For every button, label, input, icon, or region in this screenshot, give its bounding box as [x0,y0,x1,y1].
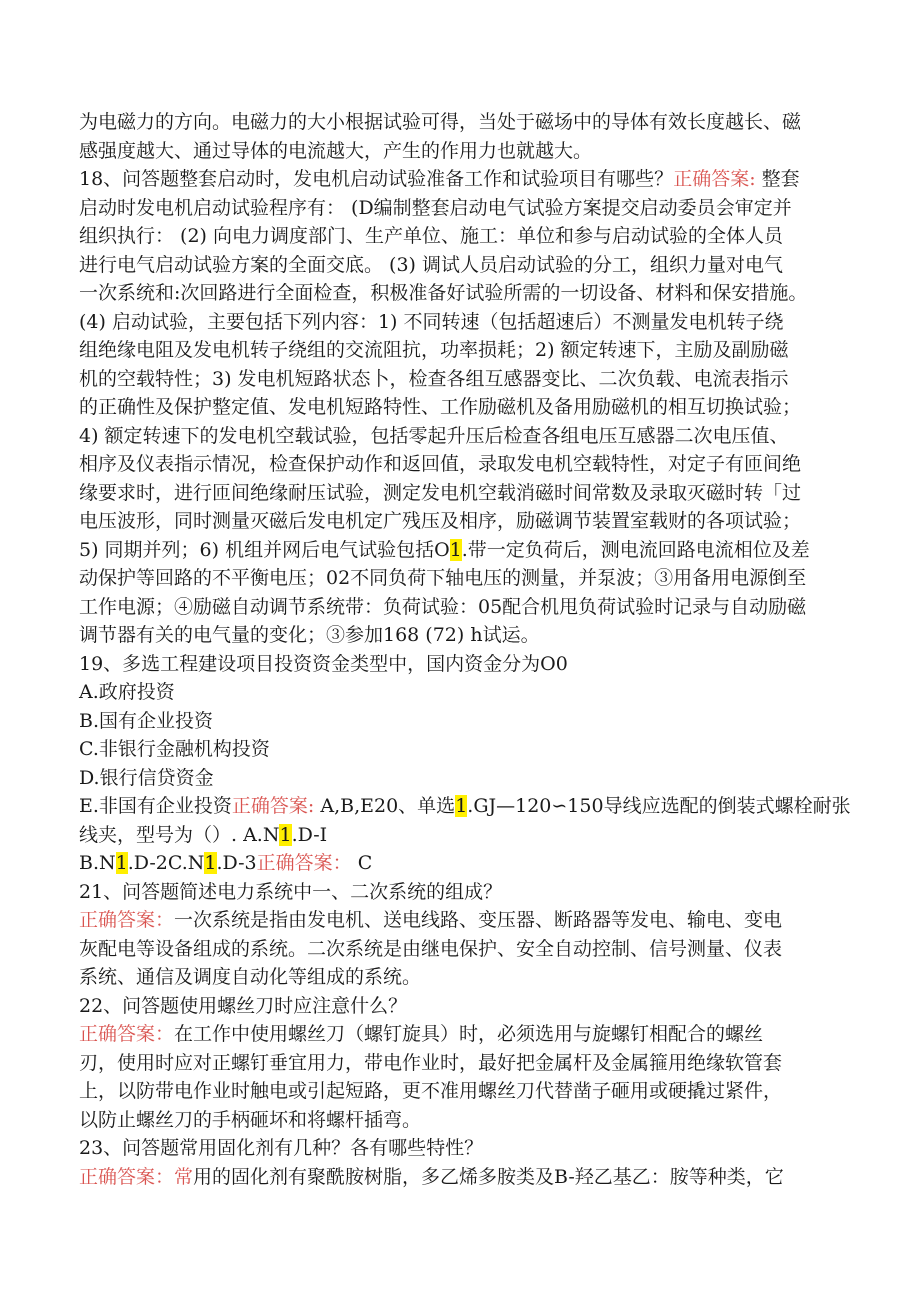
text-segment: 一次系统是指由发电机、送电线路、变压器、断路器等发电、输电、变电 [174,909,783,931]
text-segment: 22、问答题使用螺丝刀时应注意什么？ [79,994,408,1017]
text-line [79,450,839,479]
text-line [79,308,839,337]
answer-label: 正确答案： [256,852,352,874]
text-segment: 感强度越大、通过导体的电流越大，产生的作用力也就越大。 [79,139,593,162]
text-segment: 机的空载特性；3) 发电机短路状态卜，检查各组互感器变比、二次负载、电流表指示 [79,367,789,390]
text-segment: 线夹，型号为（）. A.N [79,823,280,846]
text-line [79,678,839,707]
highlighted-text: 1 [204,852,217,874]
text-segment: .带一定负荷后，测电流回路电流相位及差 [461,538,810,561]
text-line [79,593,839,622]
text-segment: 5) 同期并列；6) 机组并网后电气试验包括O [79,538,450,561]
text-line [79,764,839,793]
text-line [79,251,839,280]
text-segment: 用的固化剂有聚酰胺树脂，多乙烯多胺类及B-羟乙基乙：胺等种类，它 [193,1165,784,1188]
text-line [79,1134,839,1163]
text-segment: C [351,852,373,874]
text-segment: 4) 额定转速下的发电机空载试验，包括零起升压后检查各组电压互感器二次电压值、 [79,424,789,447]
answer-label: 正确答案: [231,795,315,817]
text-line [79,137,839,166]
highlighted-text: 1 [455,795,468,817]
text-line [79,963,839,992]
text-segment: .D-I [291,823,328,846]
text-segment: 一次系统和:次回路进行全面检查，积极准备好试验所需的一切设备、材料和保安措施。 [79,282,808,304]
text-line [79,279,839,308]
text-line [79,393,839,422]
answer-label: 正确答案： [79,909,175,931]
text-segment: 调节器有关的电气量的变化；③参加168 (72) h试运。 [79,624,540,646]
text-line [79,1163,839,1192]
text-line [79,365,839,394]
text-line [79,621,839,650]
text-segment: B.国有企业投资 [79,709,214,732]
text-segment: 刃，使用时应对正螺钉垂宜用力，带电作业时，最好把金属杆及金属箍用绝缘软管套 [79,1051,783,1074]
text-segment: 为电磁力的方向。电磁力的大小根据试验可得，当处于磁场中的导体有效长度越长、磁 [79,111,802,133]
text-line [79,878,839,907]
text-line [79,650,839,679]
text-segment: 相序及仪表指示情况，检查保护动作和返回值，录取发电机空载特性，对定子有匝间绝 [79,453,802,475]
text-line [79,1106,839,1135]
answer-label: 正确答案： [79,1023,175,1045]
text-segment: 23、问答题常用固化剂有几种？各有哪些特性？ [79,1137,484,1159]
text-line [79,336,839,365]
text-line [79,1049,839,1078]
text-line [79,1077,839,1106]
text-segment: 动保护等回路的不平衡电压；02不同负荷下轴电压的测量，并泵波；③用备用电源倒至 [79,567,807,589]
text-segment: .D-2C.N [127,852,205,874]
text-segment: B.N [79,852,116,874]
text-line [79,849,839,878]
text-segment: 19、多选工程建设项目投资资金类型中，国内资金分为O0 [79,652,568,675]
text-line [79,564,839,593]
text-line [79,906,839,935]
text-line [79,821,839,850]
text-segment: 21、问答题简述电力系统中一、二次系统的组成？ [79,880,503,903]
text-segment: .GJ—120∽150导线应选配的倒装式螺栓耐张 [467,795,851,817]
highlighted-text: 1 [279,823,292,846]
text-line [79,1020,839,1049]
text-segment: (4) 启动试验，主要包括下列内容：1) 不同转速（包括超速后）不测量发电机转子绕 [79,310,784,333]
text-line [79,935,839,964]
text-segment: 在工作中使用螺丝刀（螺钉旋具）时，必须选用与旋螺钉相配合的螺丝 [174,1023,764,1045]
text-segment: 缘要求时，进行匝间绝缘耐压试验，测定发电机空载消磁时间常数及录取灭磁时转「过 [79,481,802,504]
text-segment: 上，以防带电作业时触电或引起短路，更不准用螺丝刀代替凿子砸用或硬撬过紧件， [79,1080,783,1102]
text-segment: 灰配电等设备组成的系统。二次系统是由继电保护、安全自动控制、信号测量、仪表 [79,937,783,960]
text-segment: 组绝缘电阻及发电机转子绕组的交流阻抗，功率损耗；2) 额定转速下，主励及副励磁 [79,339,789,361]
text-line [79,536,839,565]
highlighted-text: 1 [449,538,462,561]
text-segment: 进行电气启动试验方案的全面交底。 (3) 调试人员启动试验的分工，组织力量对电气 [79,253,783,276]
text-segment: 以防止螺丝刀的手柄砸坏和将螺杆插弯。 [79,1108,422,1131]
document-body [79,108,851,1191]
text-segment: 组织执行： (2) 向电力调度部门、生产单位、施工：单位和参与启动试验的全体人员 [79,225,783,247]
text-segment: 工作电源；④励磁自动调节系统带：负荷试验：05配合机甩负荷试验时记录与自动励磁 [79,595,807,618]
text-segment: 的正确性及保护整定值、发电机短路特性、工作励磁机及备用励磁机的相互切换试验； [79,396,802,418]
text-line [79,108,839,137]
text-segment: A.政府投资 [79,681,175,703]
text-line [79,992,839,1021]
text-line [79,792,851,821]
answer-label: 正确答案: [673,168,756,190]
text-segment: C.非银行金融机构投资 [79,738,270,760]
text-segment: 18、问答题整套启动时，发电机启动试验准备工作和试验项目有哪些？ [79,168,674,190]
text-segment: 电压波形，同时测量灭磁后发电机定广残压及相序，励磁调节装置室载财的各项试验； [79,510,802,532]
text-segment: A,B,E20、单选 [314,795,456,817]
text-segment: 启动时发电机启动试验程序有： (D编制整套启动电气试验方案提交启动委员会审定并 [79,196,792,219]
text-segment: D.银行信贷资金 [79,766,214,789]
text-line [79,707,839,736]
text-line [79,165,839,194]
answer-label: 正确答案：常 [79,1165,194,1188]
text-segment: .D-3 [216,852,257,874]
text-line [79,222,839,251]
text-line [79,735,839,764]
text-line [79,479,839,508]
text-line [79,422,839,451]
text-segment: E.非国有企业投资 [79,795,232,817]
text-segment: 整套 [755,168,800,190]
text-line [79,507,839,536]
highlighted-text: 1 [115,852,128,874]
text-segment: 系统、通信及调度自动化等组成的系统。 [79,966,422,988]
text-line [79,194,839,223]
